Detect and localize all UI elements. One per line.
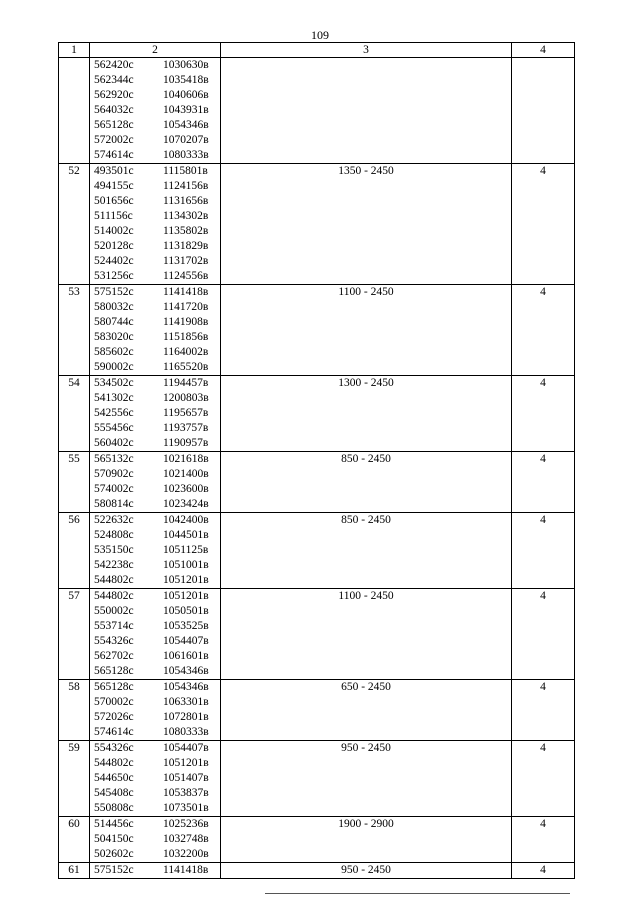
latitude: 520128с	[94, 240, 134, 252]
longitude: 1141418в	[163, 864, 209, 876]
table-row	[59, 376, 575, 452]
longitude: 1043931в	[163, 104, 209, 116]
longitude: 1131656в	[163, 195, 209, 207]
coordinate-pair	[90, 224, 220, 239]
coordinate-pair	[90, 482, 220, 497]
longitude: 1051201в	[163, 574, 209, 586]
header-col-4: 4	[512, 43, 575, 58]
row-number: 58	[59, 680, 90, 741]
longitude: 1141720в	[163, 301, 209, 313]
longitude: 1165520в	[163, 361, 209, 373]
bottom-rule	[265, 893, 570, 894]
longitude: 1200803в	[163, 392, 209, 404]
coordinate-pair	[90, 285, 220, 300]
coordinate-pair	[90, 771, 220, 786]
range-cell	[221, 58, 512, 164]
longitude: 1032200в	[163, 848, 209, 860]
latitude: 585602с	[94, 346, 134, 358]
latitude: 501656с	[94, 195, 134, 207]
coordinates-cell	[90, 285, 221, 376]
range-cell: 850 - 2450	[221, 513, 512, 589]
coordinate-pair	[90, 254, 220, 269]
coordinate-pair	[90, 269, 220, 284]
latitude: 565128с	[94, 681, 134, 693]
table-row	[59, 164, 575, 285]
latitude: 574614с	[94, 149, 134, 161]
latitude: 562920с	[94, 89, 134, 101]
longitude: 1190957в	[163, 437, 209, 449]
coordinate-pair	[90, 164, 220, 179]
longitude: 1053837в	[163, 787, 209, 799]
coordinate-pair	[90, 88, 220, 103]
latitude: 504150с	[94, 833, 134, 845]
coordinate-pair	[90, 863, 220, 878]
latitude: 572026с	[94, 711, 134, 723]
latitude: 542238с	[94, 559, 134, 571]
class-cell: 4	[512, 285, 575, 376]
coordinate-pair	[90, 710, 220, 725]
table-row	[59, 513, 575, 589]
latitude: 570902с	[94, 468, 134, 480]
longitude: 1141908в	[163, 316, 209, 328]
header-col-2: 2	[90, 43, 221, 58]
latitude: 550808с	[94, 802, 134, 814]
row-number: 59	[59, 741, 90, 817]
latitude: 572002с	[94, 134, 134, 146]
header-col-3: 3	[221, 43, 512, 58]
coordinate-pair	[90, 330, 220, 345]
longitude: 1044501в	[163, 529, 209, 541]
longitude: 1021618в	[163, 453, 209, 465]
latitude: 560402с	[94, 437, 134, 449]
latitude: 524402с	[94, 255, 134, 267]
longitude: 1164002в	[163, 346, 209, 358]
table-row	[59, 58, 575, 164]
coordinate-pair	[90, 756, 220, 771]
longitude: 1080333в	[163, 726, 209, 738]
row-number	[59, 58, 90, 164]
latitude: 511156с	[94, 210, 133, 222]
range-cell: 950 - 2450	[221, 741, 512, 817]
coordinate-pair	[90, 194, 220, 209]
coordinate-pair	[90, 847, 220, 862]
latitude: 493501с	[94, 165, 134, 177]
coordinate-pair	[90, 528, 220, 543]
coordinates-cell	[90, 376, 221, 452]
class-cell: 4	[512, 741, 575, 817]
class-cell: 4	[512, 376, 575, 452]
latitude: 535150с	[94, 544, 134, 556]
longitude: 1025236в	[163, 818, 209, 830]
latitude: 544650с	[94, 772, 134, 784]
coordinate-pair	[90, 452, 220, 467]
coordinate-pair	[90, 239, 220, 254]
class-cell: 4	[512, 817, 575, 863]
longitude: 1054407в	[163, 635, 209, 647]
longitude: 1054346в	[163, 119, 209, 131]
table-row	[59, 863, 575, 879]
coordinate-pair	[90, 801, 220, 816]
longitude: 1141418в	[163, 286, 209, 298]
coordinate-pair	[90, 604, 220, 619]
latitude: 502602с	[94, 848, 134, 860]
coordinate-pair	[90, 391, 220, 406]
longitude: 1072801в	[163, 711, 209, 723]
coordinates-cell	[90, 164, 221, 285]
latitude: 564032с	[94, 104, 134, 116]
latitude: 542556с	[94, 407, 134, 419]
longitude: 1135802в	[163, 225, 209, 237]
latitude: 544802с	[94, 590, 134, 602]
latitude: 575152с	[94, 286, 134, 298]
longitude: 1035418в	[163, 74, 209, 86]
longitude: 1032748в	[163, 833, 209, 845]
latitude: 575152с	[94, 864, 134, 876]
table-row	[59, 589, 575, 680]
class-cell: 4	[512, 452, 575, 513]
longitude: 1050501в	[163, 605, 209, 617]
coordinate-pair	[90, 118, 220, 133]
latitude: 583020с	[94, 331, 134, 343]
longitude: 1151856в	[163, 331, 209, 343]
coordinates-table	[58, 42, 575, 879]
coordinate-pair	[90, 209, 220, 224]
latitude: 553714с	[94, 620, 134, 632]
coordinate-pair	[90, 558, 220, 573]
coordinate-pair	[90, 345, 220, 360]
coordinate-pair	[90, 741, 220, 756]
range-cell: 1900 - 2900	[221, 817, 512, 863]
coordinate-pair	[90, 832, 220, 847]
coordinates-cell	[90, 741, 221, 817]
longitude: 1054346в	[163, 681, 209, 693]
coordinate-pair	[90, 649, 220, 664]
latitude: 562344с	[94, 74, 134, 86]
latitude: 570002с	[94, 696, 134, 708]
latitude: 562702с	[94, 650, 134, 662]
latitude: 565128с	[94, 665, 134, 677]
latitude: 545408с	[94, 787, 134, 799]
coordinate-pair	[90, 73, 220, 88]
range-cell: 1100 - 2450	[221, 589, 512, 680]
coordinate-pair	[90, 695, 220, 710]
coordinate-pair	[90, 543, 220, 558]
table-row	[59, 680, 575, 741]
longitude: 1042400в	[163, 514, 209, 526]
class-cell: 4	[512, 589, 575, 680]
latitude: 562420с	[94, 59, 134, 71]
class-cell	[512, 58, 575, 164]
latitude: 544802с	[94, 574, 134, 586]
coordinate-pair	[90, 513, 220, 528]
coordinates-cell	[90, 513, 221, 589]
coordinates-cell	[90, 452, 221, 513]
latitude: 565128с	[94, 119, 134, 131]
longitude: 1054346в	[163, 665, 209, 677]
coordinate-pair	[90, 58, 220, 73]
longitude: 1124156в	[163, 180, 209, 192]
longitude: 1080333в	[163, 149, 209, 161]
table-row	[59, 452, 575, 513]
longitude: 1131702в	[163, 255, 209, 267]
coordinate-pair	[90, 300, 220, 315]
longitude: 1073501в	[163, 802, 209, 814]
latitude: 550002с	[94, 605, 134, 617]
longitude: 1021400в	[163, 468, 209, 480]
row-number: 57	[59, 589, 90, 680]
coordinate-pair	[90, 589, 220, 604]
latitude: 494155с	[94, 180, 134, 192]
coordinate-pair	[90, 179, 220, 194]
longitude: 1051125в	[163, 544, 209, 556]
latitude: 565132с	[94, 453, 134, 465]
row-number: 61	[59, 863, 90, 879]
coordinates-cell	[90, 817, 221, 863]
coordinate-pair	[90, 148, 220, 163]
longitude: 1134302в	[163, 210, 209, 222]
range-cell: 850 - 2450	[221, 452, 512, 513]
row-number: 60	[59, 817, 90, 863]
latitude: 534502с	[94, 377, 134, 389]
latitude: 574002с	[94, 483, 134, 495]
longitude: 1030630в	[163, 59, 209, 71]
coordinate-pair	[90, 573, 220, 588]
latitude: 554326с	[94, 742, 134, 754]
range-cell: 950 - 2450	[221, 863, 512, 879]
coordinate-pair	[90, 315, 220, 330]
row-number: 52	[59, 164, 90, 285]
class-cell: 4	[512, 164, 575, 285]
table-row	[59, 285, 575, 376]
latitude: 590002с	[94, 361, 134, 373]
coordinate-pair	[90, 497, 220, 512]
latitude: 574614с	[94, 726, 134, 738]
coordinates-cell	[90, 58, 221, 164]
coordinates-cell	[90, 863, 221, 879]
longitude: 1193757в	[163, 422, 209, 434]
longitude: 1053525в	[163, 620, 209, 632]
coordinate-pair	[90, 133, 220, 148]
row-number: 53	[59, 285, 90, 376]
coordinates-cell	[90, 680, 221, 741]
class-cell: 4	[512, 680, 575, 741]
range-cell: 1100 - 2450	[221, 285, 512, 376]
longitude: 1051407в	[163, 772, 209, 784]
coordinate-pair	[90, 664, 220, 679]
latitude: 554326с	[94, 635, 134, 647]
row-number: 55	[59, 452, 90, 513]
latitude: 544802с	[94, 757, 134, 769]
longitude: 1051001в	[163, 559, 209, 571]
page-number: 109	[311, 28, 329, 42]
coordinate-pair	[90, 634, 220, 649]
latitude: 580032с	[94, 301, 134, 313]
latitude: 514456с	[94, 818, 134, 830]
coordinate-pair	[90, 467, 220, 482]
class-cell: 4	[512, 863, 575, 879]
range-cell: 1300 - 2450	[221, 376, 512, 452]
longitude: 1070207в	[163, 134, 209, 146]
coordinate-pair	[90, 376, 220, 391]
longitude: 1054407в	[163, 742, 209, 754]
header-row	[59, 43, 575, 58]
coordinate-pair	[90, 406, 220, 421]
coordinate-pair	[90, 103, 220, 118]
longitude: 1194457в	[163, 377, 209, 389]
longitude: 1023424в	[163, 498, 209, 510]
longitude: 1051201в	[163, 590, 209, 602]
longitude: 1040606в	[163, 89, 209, 101]
latitude: 522632с	[94, 514, 134, 526]
row-number: 56	[59, 513, 90, 589]
coordinate-pair	[90, 436, 220, 451]
table-row	[59, 817, 575, 863]
table-body	[59, 58, 575, 879]
longitude: 1195657в	[163, 407, 209, 419]
longitude: 1124556в	[163, 270, 209, 282]
coordinate-pair	[90, 786, 220, 801]
coordinates-cell	[90, 589, 221, 680]
longitude: 1115801в	[163, 165, 208, 177]
longitude: 1023600в	[163, 483, 209, 495]
range-cell: 650 - 2450	[221, 680, 512, 741]
table-row	[59, 741, 575, 817]
coordinate-pair	[90, 817, 220, 832]
header-col-1: 1	[59, 43, 90, 58]
longitude: 1061601в	[163, 650, 209, 662]
row-number: 54	[59, 376, 90, 452]
latitude: 555456с	[94, 422, 134, 434]
latitude: 580814с	[94, 498, 134, 510]
latitude: 524808с	[94, 529, 134, 541]
coordinate-pair	[90, 680, 220, 695]
latitude: 514002с	[94, 225, 134, 237]
latitude: 580744с	[94, 316, 134, 328]
coordinate-pair	[90, 421, 220, 436]
coordinate-pair	[90, 619, 220, 634]
range-cell: 1350 - 2450	[221, 164, 512, 285]
longitude: 1131829в	[163, 240, 209, 252]
class-cell: 4	[512, 513, 575, 589]
latitude: 541302с	[94, 392, 134, 404]
coordinate-pair	[90, 725, 220, 740]
longitude: 1063301в	[163, 696, 209, 708]
latitude: 531256с	[94, 270, 134, 282]
longitude: 1051201в	[163, 757, 209, 769]
coordinate-pair	[90, 360, 220, 375]
